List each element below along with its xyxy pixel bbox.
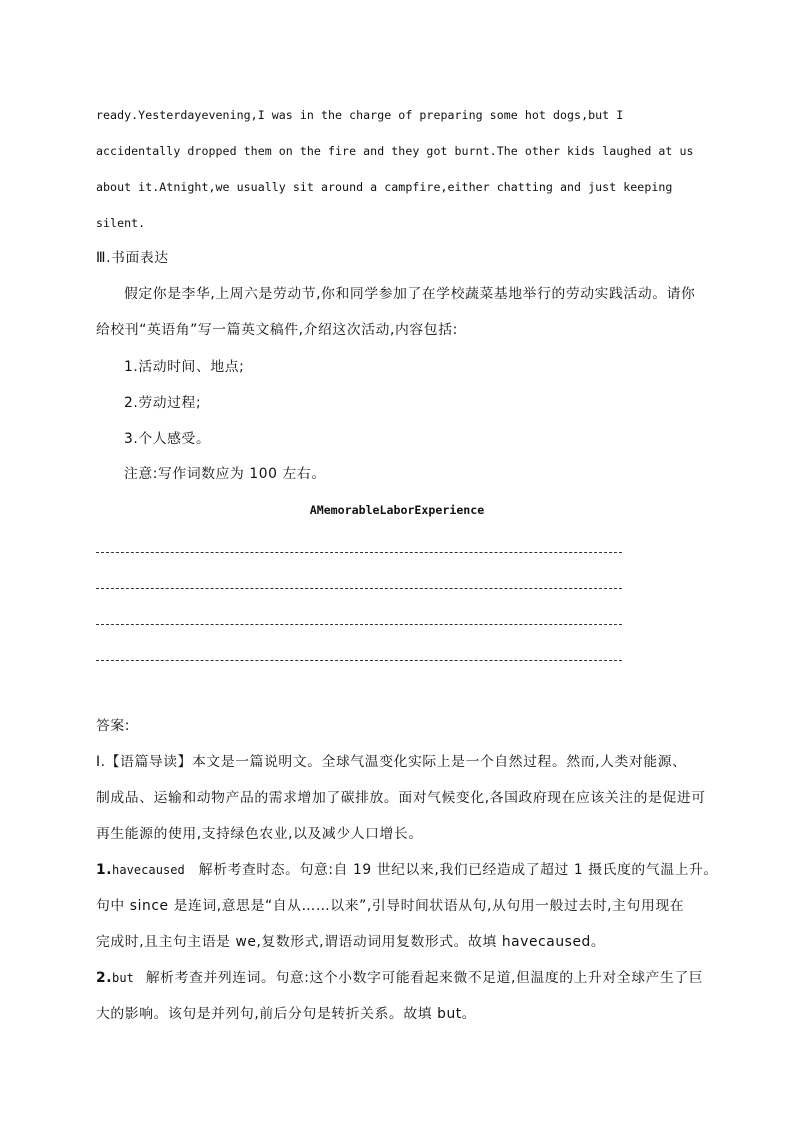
answer-1-line-3: 完成时,且主句主语是 we,复数形式,谓语动词用复数形式。故填 havecaused。: [96, 934, 606, 950]
passage-line-1: ready.Yesterdayevening,I was in the charge of preparing some hot dogs,but I: [96, 108, 624, 122]
answer-1-line-2: 句中 since 是连词,意思是“自从……以来”,引导时间状语从句,从句用一般过去时,主句用现在: [96, 898, 685, 914]
writing-item-2: 2.劳动过程;: [124, 395, 202, 411]
answer-2-value: but: [112, 971, 134, 985]
answers-intro-line-1: Ⅰ.【语篇导读】本文是一篇说明文。全球气温变化实际上是一个自然过程。然而,人类对能源、: [96, 754, 687, 770]
answer-1-line-1: [96, 861, 718, 879]
writing-answer-line: [96, 588, 622, 589]
answer-2-line-1: [96, 969, 703, 987]
passage-line-4: silent.: [96, 216, 146, 230]
answer-1-explanation: 解析考查时态。句意:自 19 世纪以来,我们已经造成了超过 1 摄氏度的气温上升。: [198, 862, 718, 878]
answers-intro-line-3: 再生能源的使用,支持绿色农业,以及减少人口增长。: [96, 826, 423, 842]
writing-item-1: 1.活动时间、地点;: [124, 359, 245, 375]
answer-1-number: 1.: [96, 862, 113, 878]
essay-title: AMemorableLaborExperience: [309, 503, 485, 517]
answer-2-explanation: 解析考查并列连词。句意:这个小数字可能看起来微不足道,但温度的上升对全球产生了巨: [145, 970, 704, 986]
writing-item-3: 3.个人感受。: [124, 431, 211, 447]
answers-heading: 答案:: [96, 718, 131, 734]
writing-prompt-line-1: 假定你是李华,上周六是劳动节,你和同学参加了在学校蔬菜基地举行的劳动实践活动。请你: [124, 286, 696, 302]
writing-answer-line: [96, 552, 622, 553]
writing-answer-line: [96, 660, 622, 661]
passage-line-3: about it.Atnight,we usually sit around a campfire,either chatting and just keeping: [96, 180, 673, 194]
answer-1-value: havecaused: [112, 863, 185, 877]
writing-prompt-line-2: 给校刊“英语角”写一篇英文稿件,介绍这次活动,内容包括:: [96, 322, 458, 338]
writing-heading: Ⅲ.书面表达: [96, 250, 169, 266]
answers-intro-line-2: 制成品、运输和动物产品的需求增加了碳排放。面对气候变化,各国政府现在应该关注的是促进可: [96, 790, 706, 806]
passage-line-2: accidentally dropped them on the fire and they got burnt.The other kids laughed at us: [96, 144, 694, 158]
answer-2-line-2: 大的影响。该句是并列句,前后分句是转折关系。故填 but。: [96, 1006, 477, 1022]
answer-2-number: 2.: [96, 970, 113, 986]
writing-answer-line: [96, 624, 622, 625]
writing-note: 注意:写作词数应为 100 左右。: [124, 466, 326, 482]
